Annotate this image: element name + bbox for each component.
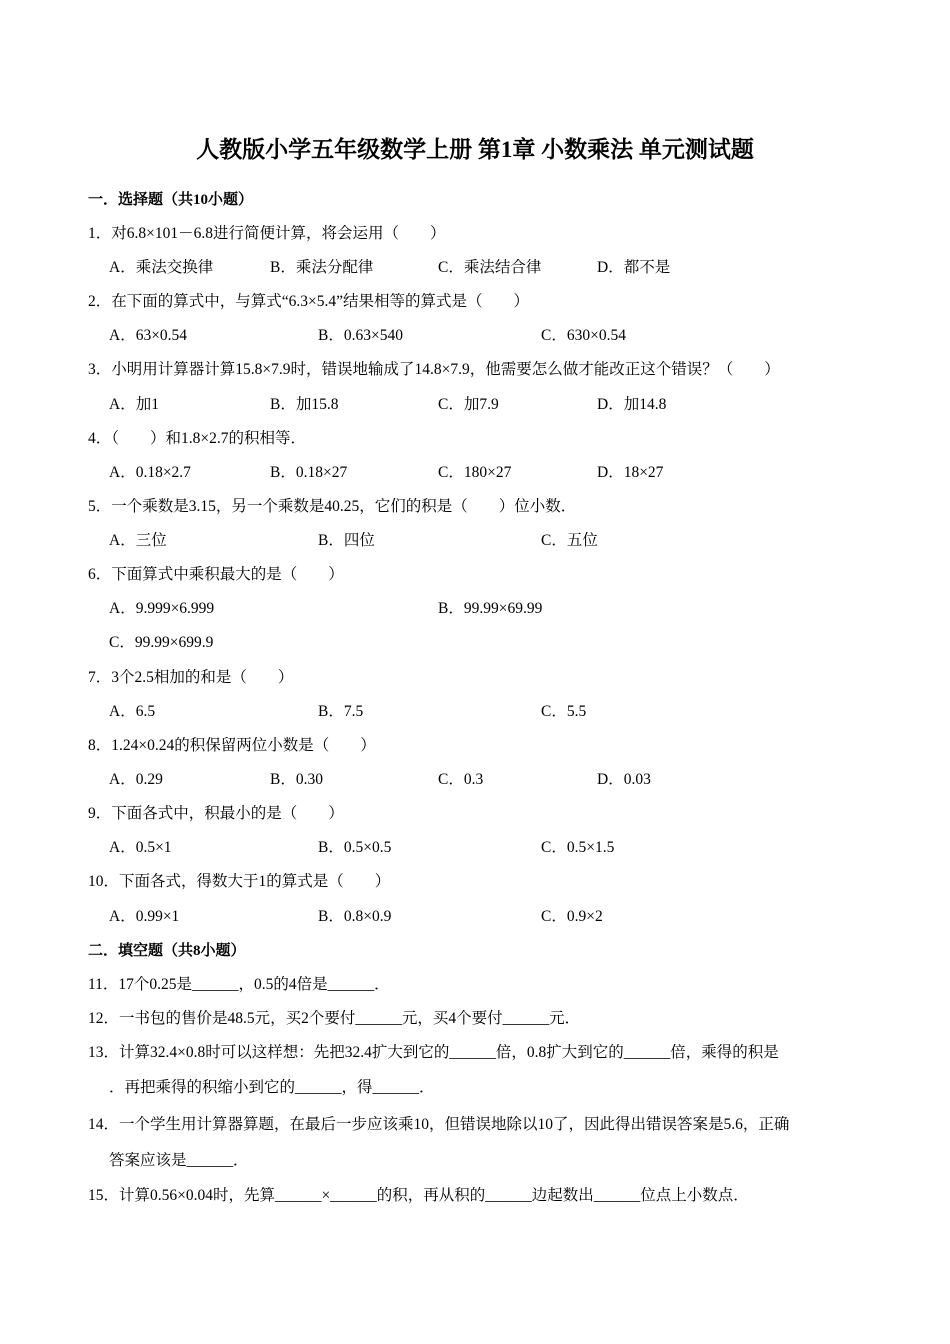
question-8-stem: 8．1.24×0.24的积保留两位小数是（ ）: [88, 737, 376, 754]
question-5-option-a: A．三位: [109, 532, 167, 549]
question-3-option-c: C．加7.9: [438, 396, 499, 413]
question-7-option-c: C．5.5: [541, 703, 587, 720]
question-6-option-b: B．99.99×69.99: [438, 600, 543, 617]
question-9-option-c: C．0.5×1.5: [541, 839, 615, 856]
question-2-option-a: A．63×0.54: [109, 327, 188, 344]
question-4-stem: 4．（ ）和1.8×2.7的积相等．: [88, 430, 306, 447]
question-1-option-b: B．乘法分配律: [270, 259, 374, 276]
question-5-option-b: B．四位: [318, 532, 375, 549]
question-2-option-c: C．630×0.54: [541, 327, 626, 344]
question-13-line-2: ．再把乘得的积缩小到它的______，得______．: [109, 1079, 435, 1096]
question-1-option-a: A．乘法交换律: [109, 259, 214, 276]
question-10-option-c: C．0.9×2: [541, 908, 603, 925]
question-4-option-a: A．0.18×2.7: [109, 464, 191, 481]
question-7-option-a: A．6.5: [109, 703, 156, 720]
question-4-option-c: C．180×27: [438, 464, 512, 481]
question-14-line-1: 14．一个学生用计算器算题，在最后一步应该乘10，但错误地除以10了，因此得出错误答案是5.6，正确: [88, 1116, 790, 1133]
question-2-stem: 2．在下面的算式中，与算式“6.3×5.4”结果相等的算式是（ ）: [88, 293, 530, 310]
question-5-option-c: C．五位: [541, 532, 598, 549]
section-heading-fill: 二．填空题（共8小题）: [88, 943, 246, 959]
question-1-stem: 1．对6.8×101－6.8进行简便计算，将会运用（ ）: [88, 225, 446, 242]
question-13-line-1: 13．计算32.4×0.8时可以这样想：先把32.4扩大到它的______倍，0.8扩大到它的______倍，乘得的积是: [88, 1044, 779, 1061]
question-4-option-d: D．18×27: [597, 464, 664, 481]
question-6-option-a: A．9.999×6.999: [109, 600, 215, 617]
question-8-option-a: A．0.29: [109, 771, 163, 788]
question-15: 15．计算0.56×0.04时，先算______×______的积，再从积的______边起数出______位点上小数点．: [88, 1187, 749, 1204]
question-8-option-b: B．0.30: [270, 771, 323, 788]
question-10-stem: 10．下面各式，得数大于1的算式是（ ）: [88, 873, 391, 890]
question-9-option-a: A．0.5×1: [109, 839, 172, 856]
question-2-option-b: B．0.63×540: [318, 327, 403, 344]
section-heading-choice: 一．选择题（共10小题）: [88, 192, 254, 208]
question-6-stem: 6．下面算式中乘积最大的是（ ）: [88, 566, 344, 583]
question-9-option-b: B．0.5×0.5: [318, 839, 392, 856]
question-7-stem: 7．3个2.5相加的和是（ ）: [88, 669, 294, 686]
question-6-option-c: C．99.99×699.9: [109, 634, 214, 651]
question-3-option-d: D．加14.8: [597, 396, 667, 413]
question-8-option-d: D．0.03: [597, 771, 651, 788]
question-7-option-b: B．7.5: [318, 703, 364, 720]
question-1-option-c: C．乘法结合律: [438, 259, 542, 276]
question-4-option-b: B．0.18×27: [270, 464, 348, 481]
question-9-stem: 9．下面各式中，积最小的是（ ）: [88, 805, 344, 822]
question-12: 12．一书包的售价是48.5元，买2个要付______元，买4个要付______元．: [88, 1010, 581, 1027]
question-11: 11．17个0.25是______，0.5的4倍是______．: [88, 976, 390, 993]
question-1-option-d: D．都不是: [597, 259, 671, 276]
question-10-option-a: A．0.99×1: [109, 908, 180, 925]
question-10-option-b: B．0.8×0.9: [318, 908, 392, 925]
question-3-option-a: A．加1: [109, 396, 159, 413]
question-8-option-c: C．0.3: [438, 771, 484, 788]
question-5-stem: 5．一个乘数是3.15，另一个乘数是40.25，它们的积是（ ）位小数．: [88, 498, 577, 515]
question-3-stem: 3．小明用计算器计算15.8×7.9时，错误地输成了14.8×7.9，他需要怎么做才能改正这个错误？（ ）: [88, 361, 780, 378]
page-title: 人教版小学五年级数学上册 第1章 小数乘法 单元测试题: [196, 137, 754, 162]
question-14-line-2: 答案应该是______．: [109, 1152, 249, 1169]
question-3-option-b: B．加15.8: [270, 396, 339, 413]
